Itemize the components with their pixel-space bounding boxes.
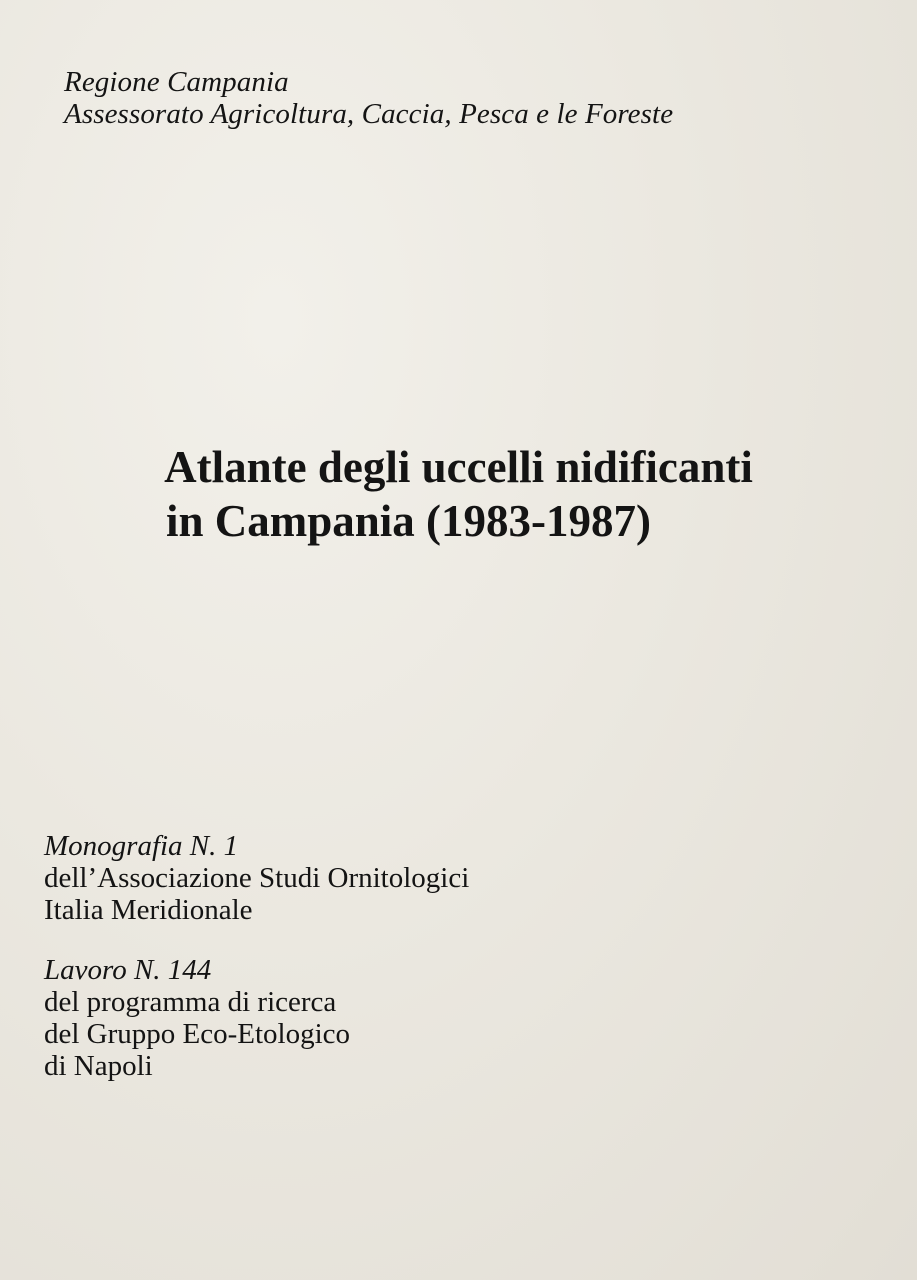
- bleed-through-texture: [58, 660, 858, 693]
- department-name: Assessorato Agricoltura, Caccia, Pesca e le Foreste: [64, 98, 674, 130]
- title-line-2: in Campania (1983-1987): [165, 496, 652, 546]
- monograph-heading: Monografia N. 1: [44, 830, 239, 862]
- book-title: [0, 440, 917, 548]
- work-heading: Lavoro N. 144: [44, 954, 212, 986]
- work-line-2: del Gruppo Eco-Etologico: [44, 1018, 351, 1050]
- publisher-header: [64, 66, 673, 130]
- monograph-line-1: dell’Associazione Studi Ornitologici: [44, 862, 470, 894]
- region-name: Regione Campania: [64, 66, 289, 98]
- work-block: [44, 954, 469, 1082]
- series-info: [44, 830, 469, 1082]
- monograph-line-2: Italia Meridionale: [44, 894, 253, 926]
- monograph-block: [44, 830, 469, 926]
- work-line-1: del programma di ricerca: [44, 986, 337, 1018]
- work-line-3: di Napoli: [44, 1050, 153, 1082]
- title-line-1: Atlante degli uccelli nidificanti: [164, 442, 753, 492]
